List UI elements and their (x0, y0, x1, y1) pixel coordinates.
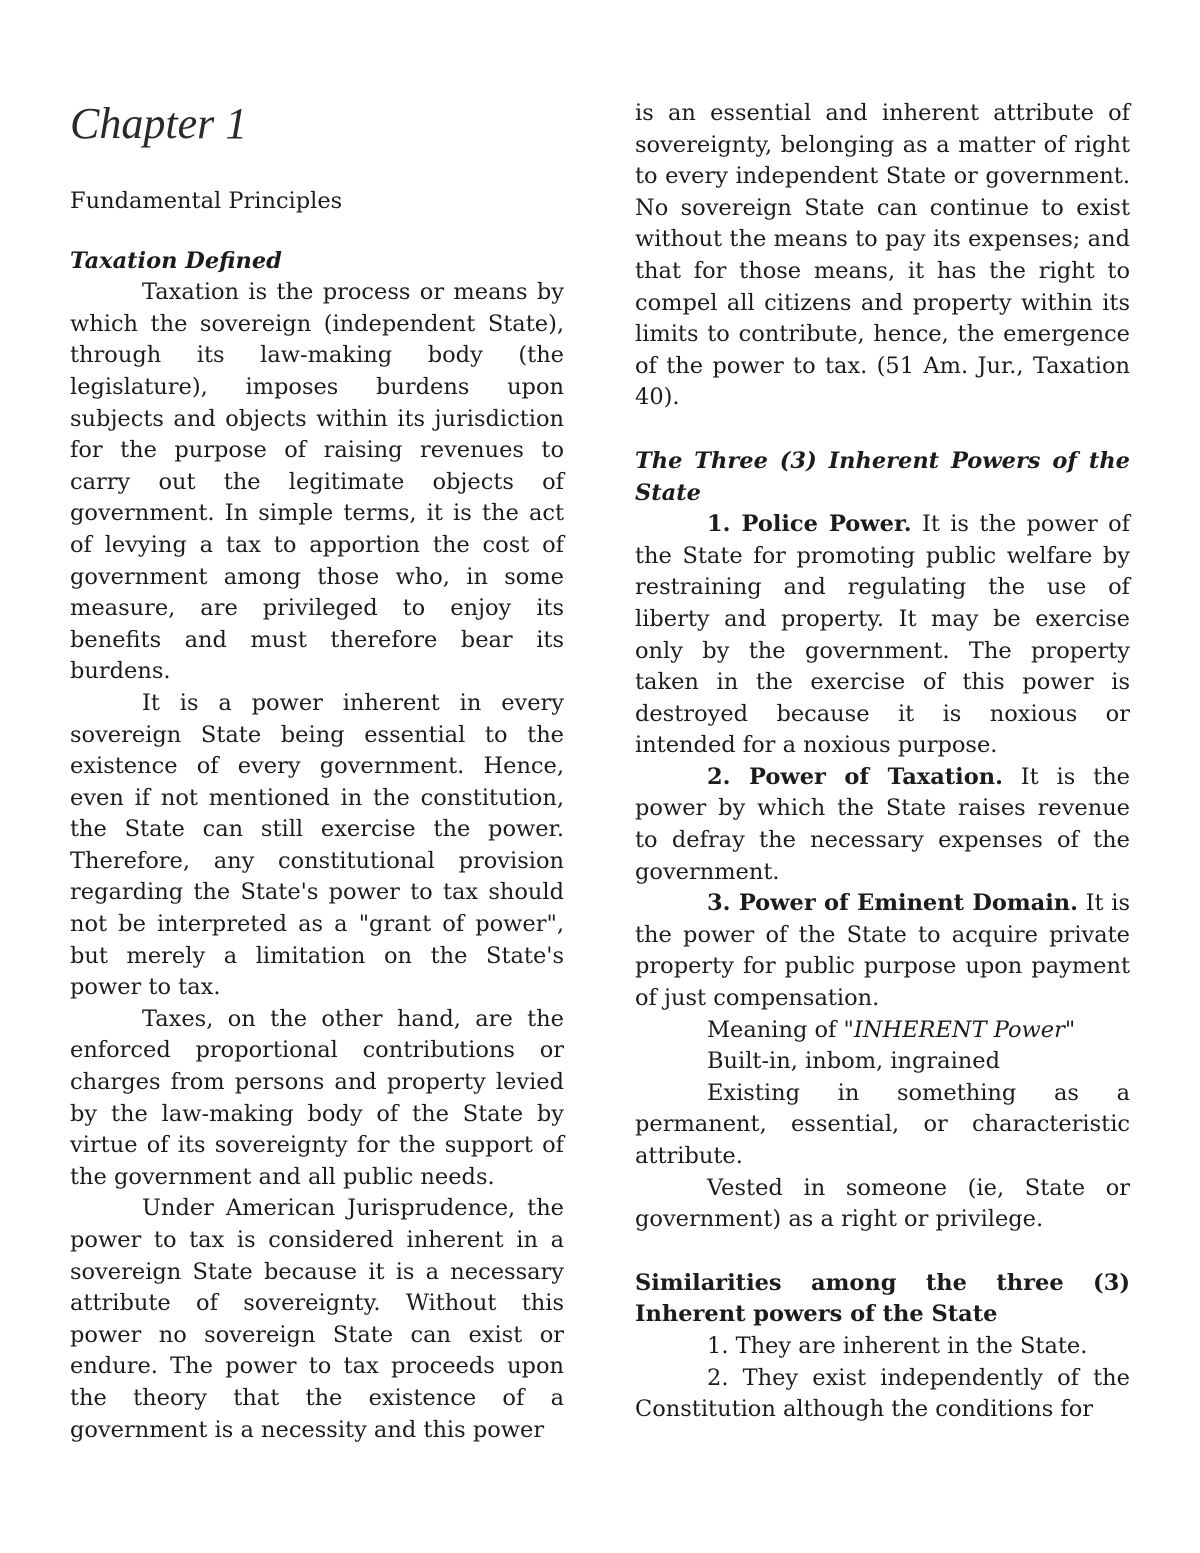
list-item-police-power (635, 509, 1130, 762)
paragraph-american-jurisprudence: Under American Jurisprudence, the power to tax is considered inherent in a sovereign State because it is a necessary attribute of sovereignty. Without this power no sovereign State can exist or endure. The power to tax proceeds upon the theory that the existence of a government is a necessity and this power (70, 1195, 564, 1443)
paragraph-taxation-definition: Taxation is the process or means by which the sovereign (independent State), through its law-making body (the legislature), imposes burdens upon subjects and objects within its jurisdiction for the purpose of raising revenues to carry out the legitimate objects of government. In simple terms, it is the act of levying a tax to apportion the cost of government among those who, in some measure, are privileged to enjoy its benefits and must therefore bear its burdens. (70, 279, 564, 685)
section-heading-three-powers: The Three (3) Inherent Powers of the State (635, 447, 1130, 506)
inherent-meaning-line (635, 1015, 1130, 1047)
section-heading-taxation-defined: Taxation Defined (70, 247, 282, 274)
definition-built-in: Built-in, inbom, ingrained (707, 1048, 1000, 1075)
left-column (70, 98, 564, 1446)
eminent-domain-label: 3. Power of Eminent Domain. (707, 890, 1078, 917)
meaning-suffix: " (1064, 1016, 1076, 1043)
paragraph-taxes-defined: Taxes, on the other hand, are the enforced proportional contributions or charges from persons and property levied by the law-making body of the State by virtue of its sovereignty for the support of the government and all public needs. (70, 1005, 564, 1190)
list-item-eminent-domain (635, 888, 1130, 1014)
police-power-label: 1. Police Power. (707, 511, 912, 538)
meaning-prefix: Meaning of " (707, 1016, 854, 1043)
chapter-title: Chapter 1 (70, 99, 248, 148)
meaning-term: INHERENT Power (853, 1016, 1065, 1043)
eminent-domain-text: It is the power of the State to acquire private property for public purpose upon payment of just compensation. (635, 890, 1130, 1012)
paragraph-inherent-power: It is a power inherent in every sovereign State being essential to the existence of every government. Hence, even if not mentioned in the constitution, the State can still exercise the power. Therefore, any constitutional provision regarding the State's power to tax should not be interpreted as a "grant of power", but merely a limitation on the State's power to tax. (70, 689, 564, 1001)
paragraph-continuation: is an essential and inherent attribute of sovereignty, belonging as a matter of right to every independent State or government. No sovereign State can continue to exist without the means to pay its expenses; and that for those means, it has the right to compel all citizens and property within its limits to contribute, hence, the emergence of the power to tax. (51 Am. Jur., Taxation 40). (635, 100, 1130, 411)
similarity-item-1: 1. They are inherent in the State. (707, 1332, 1088, 1359)
right-column (635, 98, 1130, 1426)
chapter-subtitle: Fundamental Principles (70, 188, 343, 214)
list-item-taxation-power (635, 762, 1130, 888)
section-heading-similarities: Similarities among the three (3) Inherent powers of the State (635, 1269, 1130, 1328)
similarity-item-2: 2. They exist independently of the Constitution although the conditions for (635, 1364, 1130, 1423)
police-power-text: It is the power of the State for promoting public welfare by restraining and regulating the use of liberty and property. It may be exercise only by the government. The property taken in the exercise of this power is destroyed because it is noxious or intended for a noxious purpose. (635, 511, 1131, 759)
taxation-power-label: 2. Power of Taxation. (707, 763, 1003, 790)
taxation-power-text: It is the power by which the State raises revenue to defray the necessary expenses of the government. (635, 763, 1131, 885)
definition-existing: Existing in something as a permanent, essential, or characteristic attribute. (635, 1079, 1130, 1169)
definition-vested: Vested in someone (ie, State or government) as a right or privilege. (635, 1174, 1130, 1233)
